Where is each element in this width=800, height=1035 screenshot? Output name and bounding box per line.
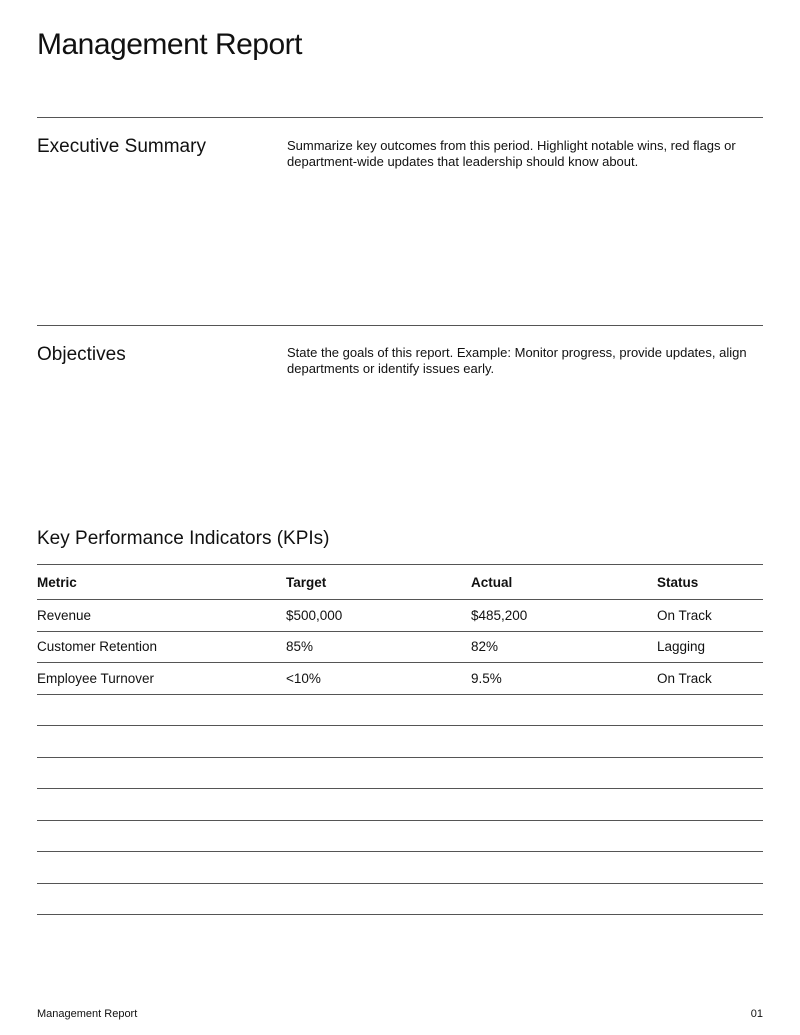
page-title: Management Report	[37, 28, 302, 61]
cell-metric: Customer Retention	[37, 631, 286, 663]
footer-title: Management Report	[37, 1008, 138, 1020]
divider	[37, 325, 763, 326]
cell-status: On Track	[657, 663, 763, 695]
header-target: Target	[286, 565, 471, 600]
page-number: 01	[750, 1008, 763, 1020]
cell-actual: $485,200	[471, 600, 657, 632]
cell-metric: Employee Turnover	[37, 663, 286, 695]
section-body-objectives: State the goals of this report. Example: Monitor progress, provide updates, align departments or identify issues early.	[287, 345, 747, 376]
cell-status: On Track	[657, 600, 763, 632]
section-title-objectives: Objectives	[37, 344, 126, 365]
empty-row	[37, 789, 763, 821]
divider	[37, 117, 763, 118]
table-row	[37, 600, 763, 632]
empty-row	[37, 852, 763, 884]
kpi-title: Key Performance Indicators (KPIs)	[37, 528, 330, 549]
empty-row	[37, 883, 763, 915]
section-body-executive-summary: Summarize key outcomes from this period. Highlight notable wins, red flags or department-wide updates that leadership should know about.	[287, 138, 736, 169]
cell-target: 85%	[286, 631, 471, 663]
empty-row	[37, 694, 763, 726]
empty-row	[37, 757, 763, 789]
kpi-table	[37, 564, 763, 915]
header-actual: Actual	[471, 565, 657, 600]
table-row	[37, 631, 763, 663]
cell-metric: Revenue	[37, 600, 286, 632]
cell-actual: 82%	[471, 631, 657, 663]
table-row	[37, 663, 763, 695]
cell-target: $500,000	[286, 600, 471, 632]
header-status: Status	[657, 565, 763, 600]
table-header-row	[37, 565, 763, 600]
cell-target: <10%	[286, 663, 471, 695]
cell-actual: 9.5%	[471, 663, 657, 695]
cell-status: Lagging	[657, 631, 763, 663]
header-metric: Metric	[37, 565, 286, 600]
empty-row	[37, 820, 763, 852]
section-title-executive-summary: Executive Summary	[37, 136, 206, 157]
empty-row	[37, 726, 763, 758]
